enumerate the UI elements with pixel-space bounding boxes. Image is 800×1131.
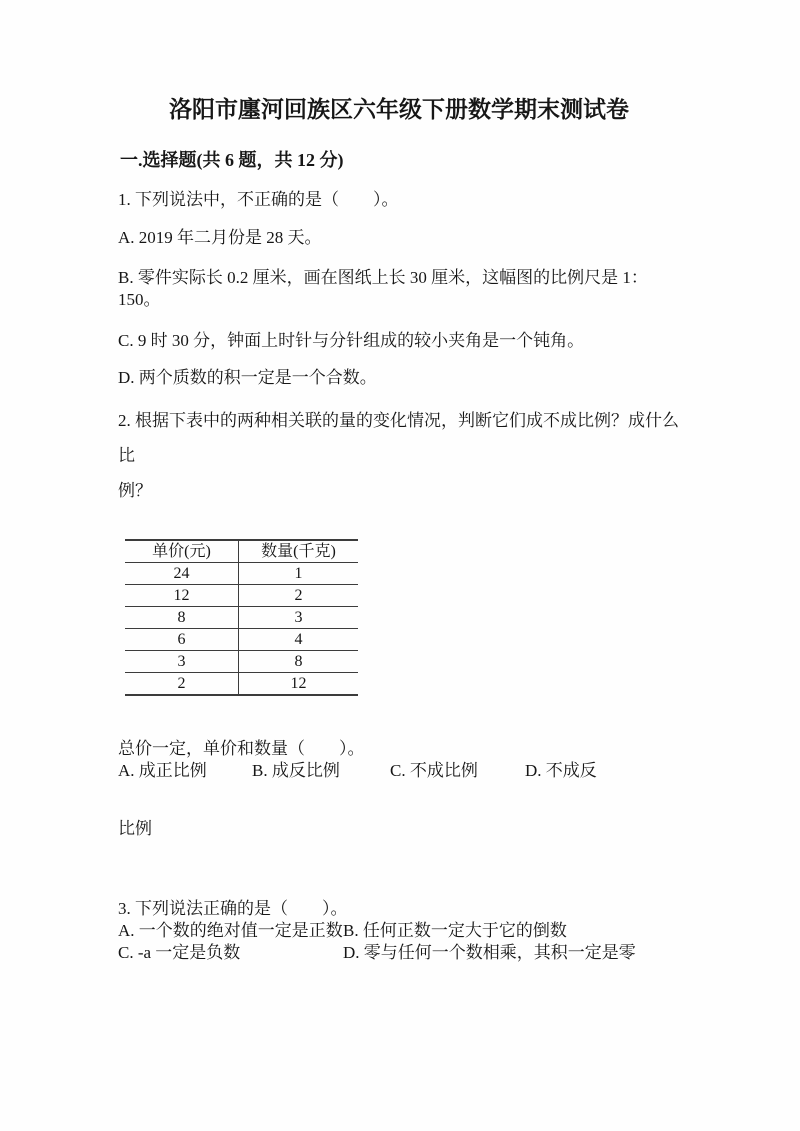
table-header-price: 单价(元) [125, 540, 239, 563]
table-row [125, 629, 358, 651]
question-1-stem: 1. 下列说法中，不正确的是（ ）。 [118, 190, 399, 209]
table-cell: 2 [239, 585, 359, 607]
table-header-quantity: 数量(千克) [239, 540, 359, 563]
table-cell: 8 [239, 651, 359, 673]
table-cell: 8 [125, 607, 239, 629]
question-3-option-b: B. 任何正数一定大于它的倒数 [343, 921, 567, 940]
table-row [125, 607, 358, 629]
question-2-stem-line-1: 2. 根据下表中的两种相关联的量的变化情况，判断它们成不成比例？成什么比 [118, 411, 679, 465]
table-cell: 6 [125, 629, 239, 651]
table-cell: 3 [239, 607, 359, 629]
table-cell: 12 [125, 585, 239, 607]
question-3-stem: 3. 下列说法正确的是（ ）。 [118, 899, 348, 918]
question-2-option-c: C. 不成比例 [390, 761, 478, 780]
question-2-option-a: A. 成正比例 [118, 761, 207, 780]
table-cell: 1 [239, 563, 359, 585]
question-2-option-d-overflow: 比例 [118, 819, 152, 838]
table-cell: 4 [239, 629, 359, 651]
question-2-stem-2: 总价一定，单价和数量（ ）。 [118, 739, 365, 758]
page-title: 洛阳市廛河回族区六年级下册数学期末测试卷 [169, 97, 629, 122]
table-row [125, 673, 358, 696]
section-heading: 一.选择题(共 6 题，共 12 分) [120, 150, 344, 170]
question-1-option-c: C. 9 时 30 分，钟面上时针与分针组成的较小夹角是一个钝角。 [118, 331, 585, 350]
question-2-option-d: D. 不成反 [525, 761, 597, 780]
question-3-options-row-1 [118, 920, 680, 942]
question-3-option-d: D. 零与任何一个数相乘，其积一定是零 [343, 943, 636, 962]
table-cell: 3 [125, 651, 239, 673]
question-1-option-d: D. 两个质数的积一定是一个合数。 [118, 368, 377, 387]
table-header-row [125, 540, 358, 563]
question-1-option-a: A. 2019 年二月份是 28 天。 [118, 228, 322, 247]
table-row [125, 651, 358, 673]
question-2-stem [118, 403, 680, 508]
question-3-option-a: A. 一个数的绝对值一定是正数 [118, 921, 343, 940]
table-cell: 2 [125, 673, 239, 696]
table-cell: 12 [239, 673, 359, 696]
question-2-option-b: B. 成反比例 [252, 761, 340, 780]
table-row [125, 585, 358, 607]
question-2-options-row [118, 760, 680, 782]
price-quantity-table [125, 539, 358, 696]
question-3-options-row-2 [118, 942, 680, 964]
table-row [125, 563, 358, 585]
question-2-stem-line-2: 例？ [118, 481, 152, 500]
question-3-option-c: C. -a 一定是负数 [118, 943, 241, 962]
question-1-option-b: B. 零件实际长 0.2 厘米，画在图纸上长 30 厘米，这幅图的比例尺是 1：150。 [118, 268, 648, 309]
table-cell: 24 [125, 563, 239, 585]
